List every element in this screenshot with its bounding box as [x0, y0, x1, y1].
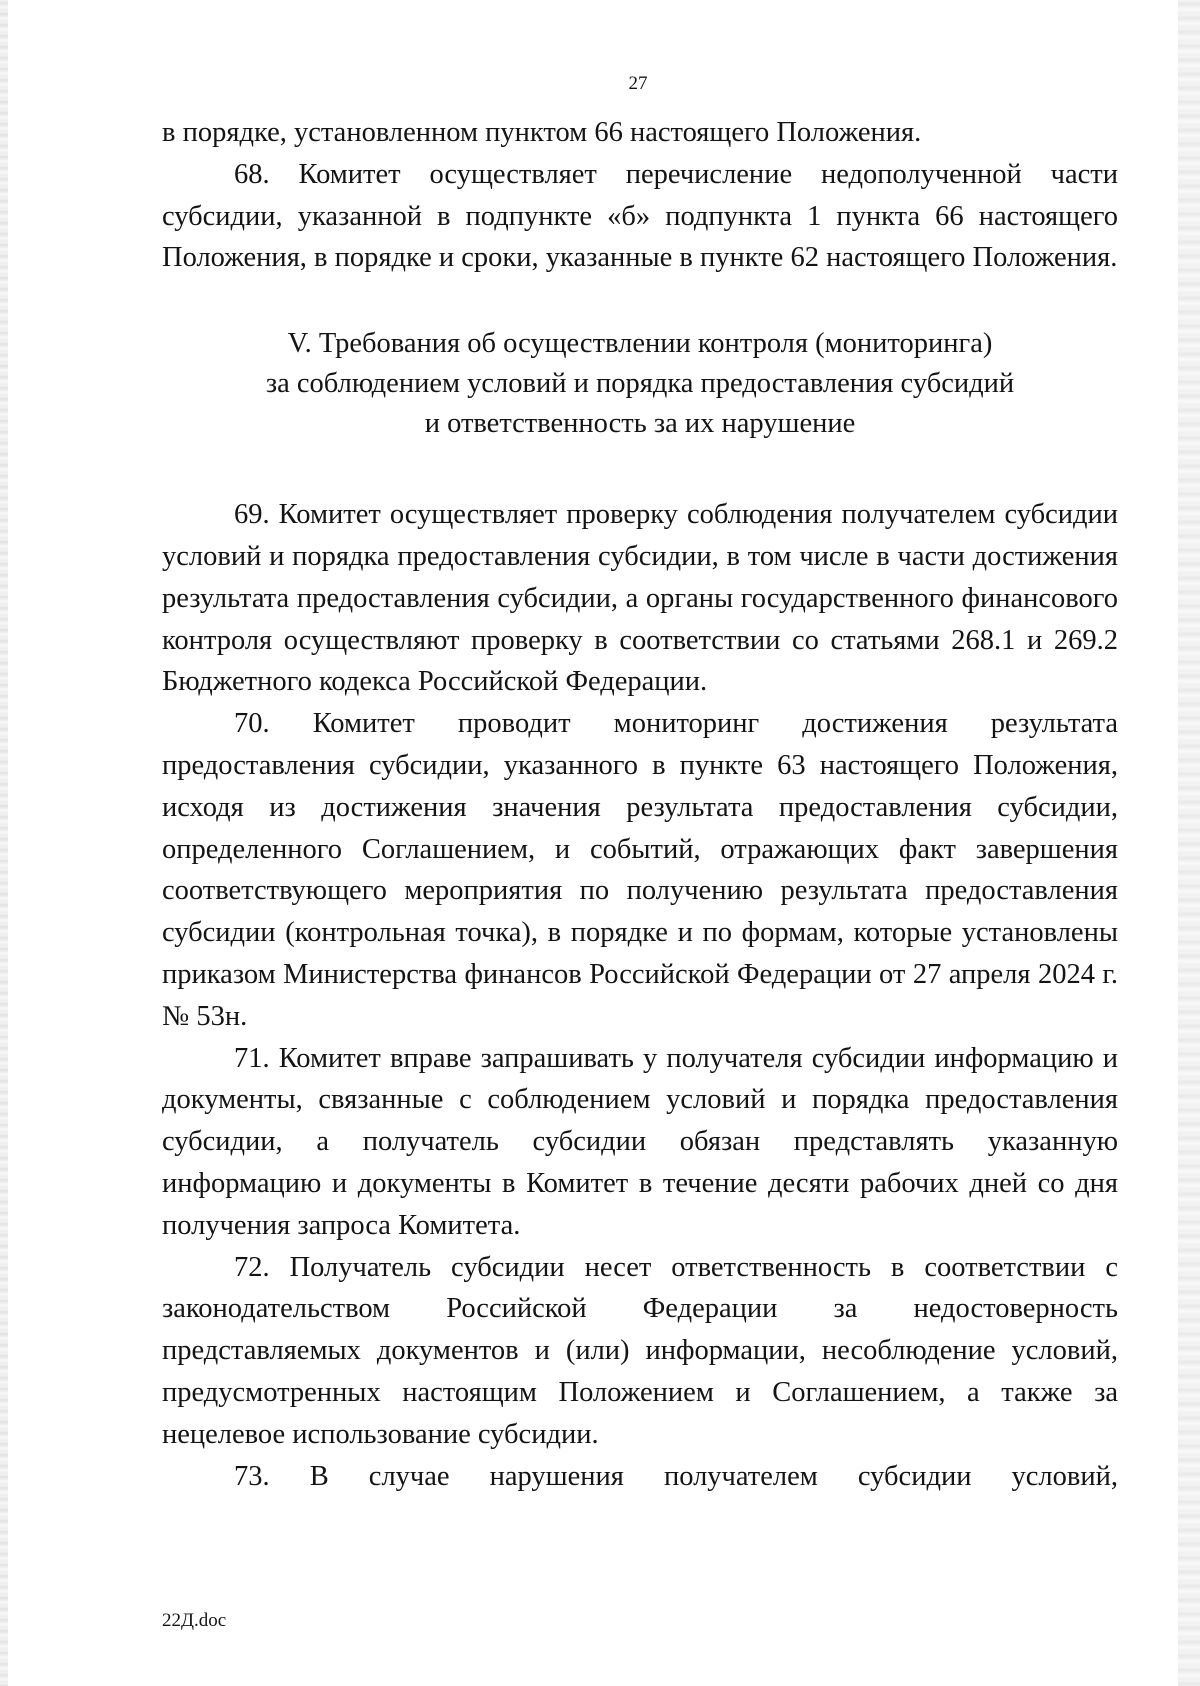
paragraph-69: 69. Комитет осуществляет проверку соблюдения получателем субсидии условий и порядка предоставления субсидии, в том числе в части достижения результата предоставления субсидии, а органы государственного финансового контроля осуществляют проверку в соответствии со статьями 268.1 и 269.2 Бюджетного кодекса Российской Федерации.: [162, 499, 1118, 698]
section-heading: [162, 324, 1118, 444]
section-heading-line-2: за соблюдением условий и порядка предоставления субсидий: [265, 368, 1015, 400]
document-body: [162, 112, 1118, 1497]
paragraph-72: 72. Получатель субсидии несет ответственность в соответствии с законодательством Российской Федерации за недостоверность представляемых документов и (или) информации, несоблюдение условий, предусмотренных настоящим Положением и Соглашением, а также за нецелевое использование субсидии.: [162, 1251, 1118, 1450]
paragraph-continuation: в порядке, установленном пунктом 66 настоящего Положения.: [162, 117, 922, 148]
paragraph-70: 70. Комитет проводит мониторинг достижения результата предоставления субсидии, указанного в пункте 63 настоящего Положения, исходя из достижения значения результата предоставления субсидии, определенного Соглашением, и событий, отражающих факт завершения соответствующего мероприятия по получению результата предоставления субсидии (контрольная точка), в порядке и по формам, которые установлены приказом Министерства финансов Российской Федерации от 27 апреля 2024 г. № 53н.: [162, 708, 1118, 1032]
footer-filename: 22Д.doc: [162, 1610, 227, 1631]
paragraph-73: 73. В случае нарушения получателем субсидии условий,: [234, 1460, 1118, 1492]
scan-edge-left: [0, 0, 8, 1686]
paragraph-71: 71. Комитет вправе запрашивать у получателя субсидии информацию и документы, связанные с соблюдением условий и порядка предоставления субсидии, а получатель субсидии обязан представлять указанную информацию и документы в Комитет в течение десяти рабочих дней со дня получения запроса Комитета.: [162, 1042, 1118, 1241]
paragraph-68: 68. Комитет осуществляет перечисление недополученной части субсидии, указанной в подпункте «б» подпункта 1 пункта 66 настоящего Положения, в порядке и сроки, указанные в пункте 62 настоящего Положения.: [162, 158, 1118, 274]
page-number: 27: [628, 73, 648, 94]
section-heading-line-1: V. Требования об осуществлении контроля (мониторинга): [287, 328, 993, 360]
scan-edge-right: [1178, 0, 1200, 1686]
section-heading-line-3: и ответственность за их нарушение: [424, 408, 856, 440]
